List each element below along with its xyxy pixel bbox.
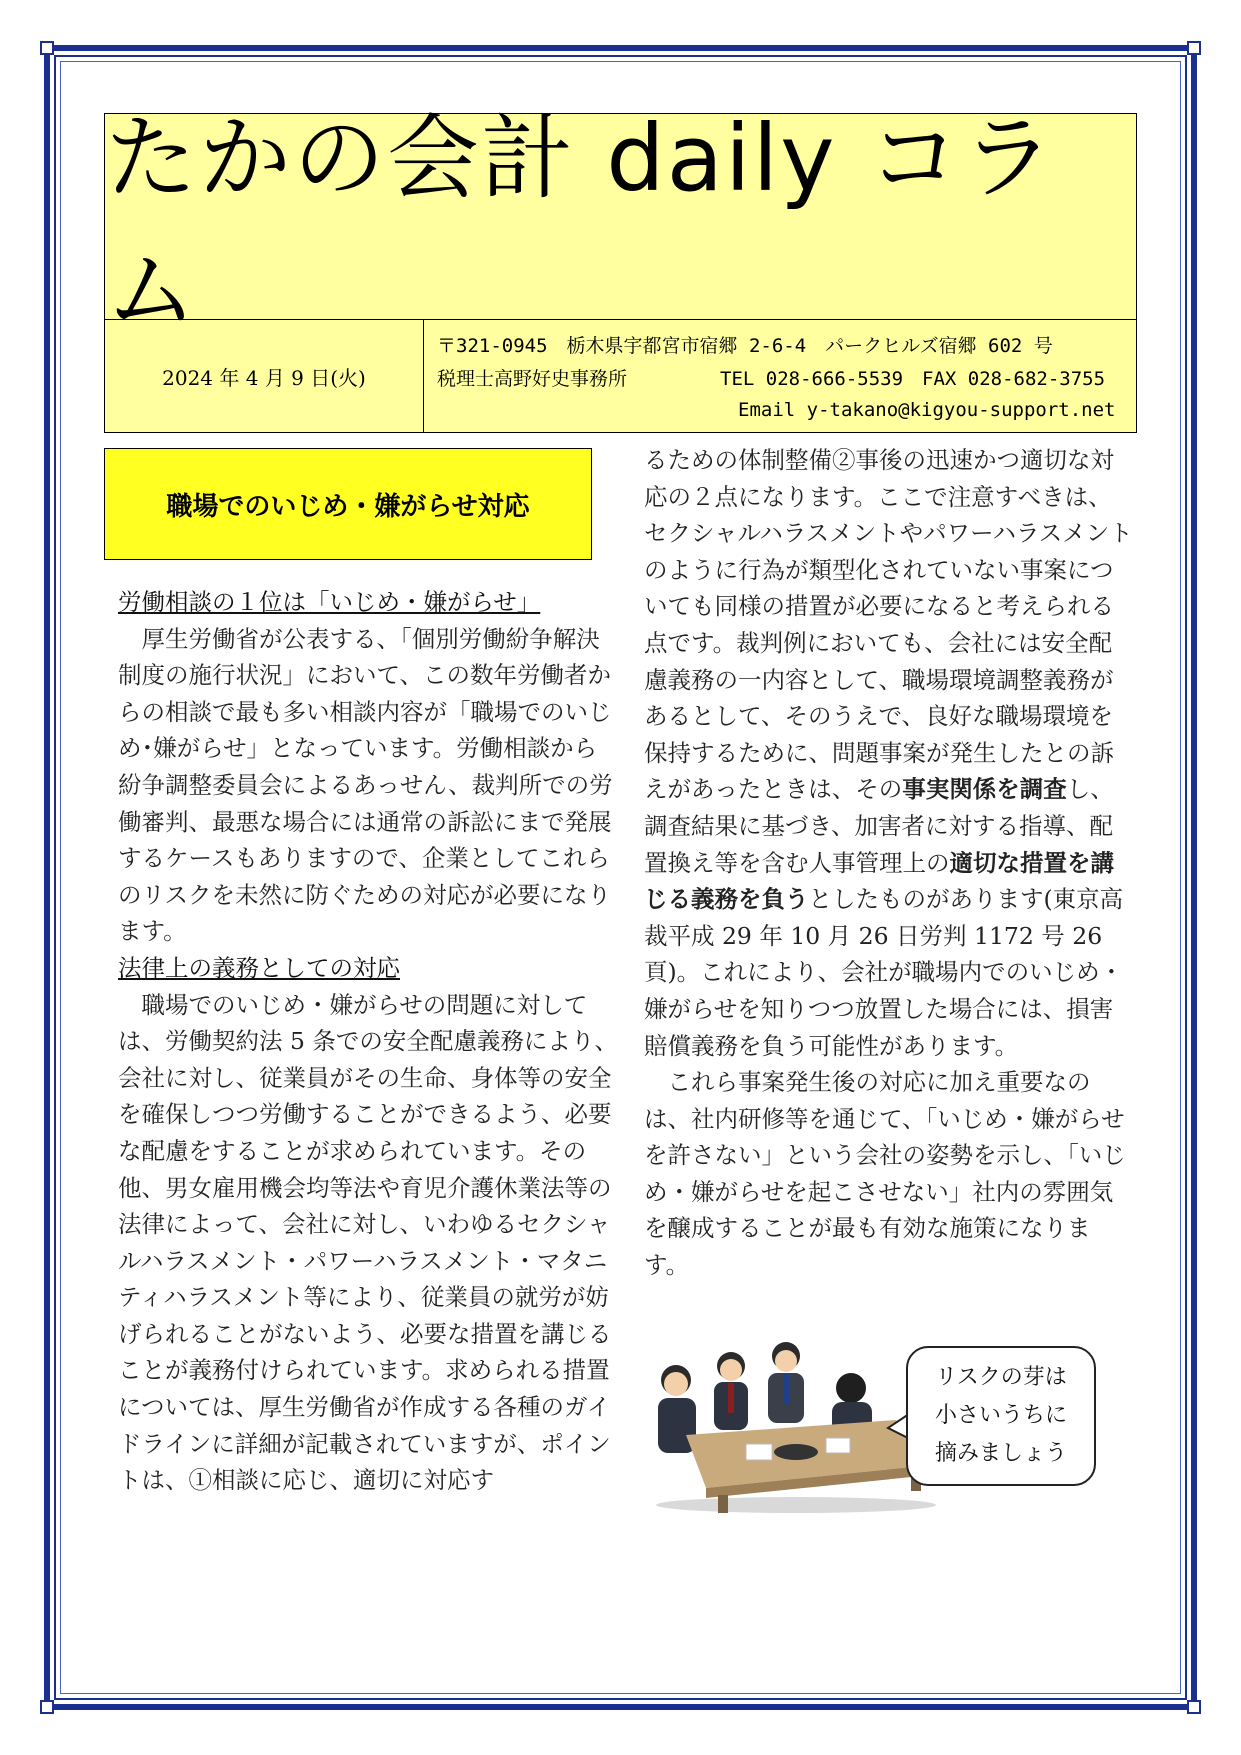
emphasis-fact-investigation: 事実関係を調査 xyxy=(902,775,1067,804)
office-address: 〒321-0945 栃木県宇都宮市宿郷 2-6-4 パークヒルズ宿郷 602 号 xyxy=(437,335,1053,357)
section-heading-1: 労働相談の１位は「いじめ・嫌がらせ」 xyxy=(118,588,541,616)
border-corner-top-left xyxy=(40,41,54,55)
paragraph-2: 職場でのいじめ・嫌がらせの問題に対しては、労働契約法 5 条での安全配慮義務により、会社に対し、従業員がその生命、身体等の安全を確保しつつ労働することができるよう、必要な配慮をすることが求められています。その他、男女雇用機会均等法や育児介護休業法等の法律によって、会社に対し、いわゆるセクシャルハラスメント・パワーハラスメント・マタニティハラスメント等により、従業員の就労が妨げられることがないよう、必要な措置を講じることが義務付けられています。求められる措置については、厚生労働省が作成する各種のガイドラインに詳細が記載されていますが、ポイントは、①相談に応じ、適切に対応す xyxy=(118,990,618,1495)
office-name: 税理士高野好史事務所 xyxy=(437,368,628,390)
paragraph-4: これら事案発生後の対応に加え重要なのは、社内研修等を通じて、「いじめ・嫌がらせを許さない」という会社の姿勢を示し、「いじめ・嫌がらせを起こさせない」社内の雰囲気を醸成することが最も有効な施策になります。 xyxy=(644,1068,1126,1280)
office-phone-fax: TEL 028-666-5539 FAX 028-682-3755 xyxy=(720,368,1106,390)
paragraph-3 xyxy=(644,442,1134,1064)
speech-line-1: リスクの芽は xyxy=(935,1365,1067,1390)
issue-date: 2024 年 4 月 9 日(火) xyxy=(105,319,424,433)
article-column-left xyxy=(118,584,618,1499)
paragraph-3-text-d: としたものがあります(東京高裁平成 29 年 10 月 26 日労判 1172 号 26 頁)。これにより、会社が職場内でのいじめ・嫌がらせを知りつつ放置した場合には、損害賠償義務を負う可能性があります。 xyxy=(644,885,1124,1060)
border-corner-top-right xyxy=(1187,41,1201,55)
speech-bubble xyxy=(906,1346,1096,1486)
article-column-right xyxy=(644,442,1134,1284)
office-email[interactable]: Email y-takano@kigyou-support.net xyxy=(738,399,1116,421)
emphasis-duty-measures: 適切な措置を講じる義務を負う xyxy=(644,848,1114,914)
page-title: たかの会計 daily コラム xyxy=(105,114,1136,320)
speech-line-3: 摘みましょう xyxy=(934,1441,1067,1466)
topic-title: 職場でのいじめ・嫌がらせ対応 xyxy=(104,448,592,560)
office-info xyxy=(424,319,1137,433)
border-corner-bottom-right xyxy=(1187,1700,1201,1714)
paragraph-1: 厚生労働省が公表する、「個別労働紛争解決制度の施行状況」において、この数年労働者からの相談で最も多い相談内容が「職場でのいじめ･嫌がらせ」となっています。労働相談から紛争調整委員会によるあっせん、裁判所での労働審判、最悪な場合には通常の訴訟にまで発展するケースもありますので、企業としてこれらのリスクを未然に防ぐための対応が必要になります。 xyxy=(118,624,613,946)
masthead xyxy=(104,104,1137,433)
section-heading-2: 法律上の義務としての対応 xyxy=(118,953,400,982)
border-corner-bottom-left xyxy=(40,1700,54,1714)
paragraph-3-text-a: るための体制整備②事後の迅速かつ適切な対応の２点になります。ここで注意すべきは、セクシャルハラスメントやパワーハラスメントのように行為が類型化されていない事案についても同様の措置が必要になると考えられる点です。裁判例においても、会社には安全配慮義務の一内容として、職場環境調整義務があるとして、そのうえで、良好な職場環境を保持するために、問題事案が発生したとの訴えがあったときは、その xyxy=(644,446,1133,804)
paragraph-3-text-c: し、調査結果に基づき、加害者に対する指導、配置換え等を含む人事管理上の xyxy=(644,775,1114,877)
speech-line-2: 小さいうちに xyxy=(934,1403,1067,1428)
